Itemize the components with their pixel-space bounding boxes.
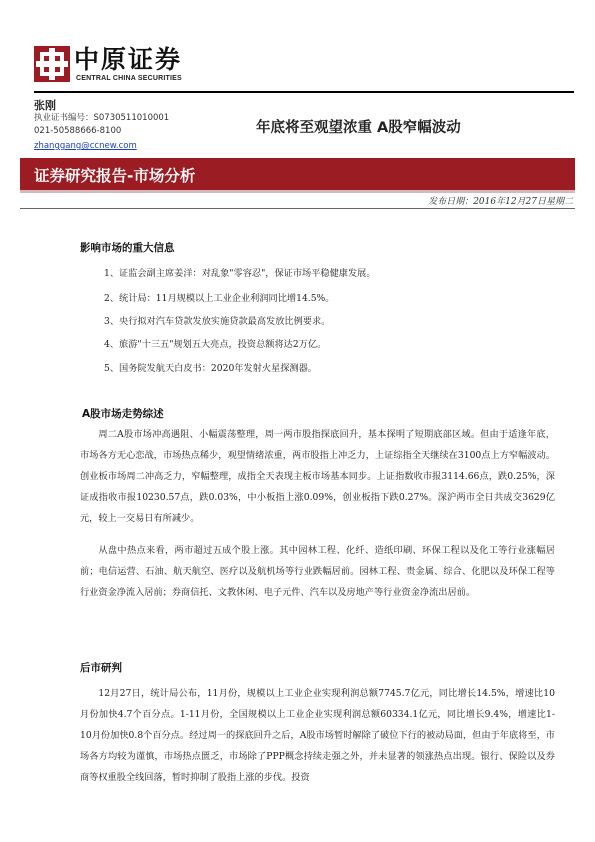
brand-name-cn: 中原证券 [74, 45, 183, 74]
news-item: 4、旅游"十三五"规划五大亮点，投资总额将达2万亿。 [104, 339, 327, 350]
news-item: 1、证监会副主席姜洋：对乱象"零容忍"，保证市场平稳健康发展。 [104, 268, 376, 279]
analyst-email-link[interactable]: zhanggang@ccnew.com [34, 141, 137, 151]
outlook-paragraph: 12月27日，统计局公布，11月份，规模以上工业企业实现利润总额7745.7亿元，同比增长14.5%，增速比10月份加快4.7个百分点。1-11月份，全国规模以上工业企业实现利润总额60334.1亿元，同比增长9.4%，增速比1-10月份加快0.8个百分点。经过周一的探底回升之后，A股市场暂时解除了破位下行的被动局面，但由于年底将至，市场各方均较为谨慎，市场热点匮乏，市场除了PPP概念持续走强之外，并未显著的领涨热点出现。银行、保险以及券商等权重股全线回落，暂时抑制了股指上涨的步伐。投资 [80, 688, 555, 783]
news-item: 5、国务院发航天白皮书：2020年发射火星探测器。 [104, 363, 317, 374]
brand-name-en: CENTRAL CHINA SECURITIES [76, 75, 182, 82]
banner-text: 证券研究报告-市场分析 [34, 167, 196, 185]
report-title: 年底将至观望浓重 A股窄幅波动 [256, 120, 461, 136]
date-divider [20, 208, 575, 209]
banner-shadow [20, 190, 575, 193]
analyst-phone: 021-50588666-8100 [34, 126, 122, 136]
market-paragraph: 从盘中热点来看，两市超过五成个股上涨。其中园林工程、化纤、造纸印刷、环保工程以及化工等行业涨幅居前；电信运营、石油、航天航空、医疗以及航机场等行业跌幅居前。园林工程、贵金属、综合、化肥以及环保工程等行业资金净流入居前；券商信托、文教休闲、电子元件、汽车以及房地产等行业资金净流出居前。 [80, 545, 555, 598]
news-heading: 影响市场的重大信息 [80, 242, 175, 254]
outlook-heading: 后市研判 [80, 662, 122, 674]
publish-date: 发布日期：2016年12月27日星期二 [428, 197, 573, 207]
analyst-cert: 执业证书编号：S0730511010001 [34, 113, 170, 123]
news-item: 2、统计局：11月规模以上工业企业利润同比增14.5%。 [104, 293, 335, 304]
report-type-banner [20, 158, 575, 190]
news-item: 3、央行拟对汽车贷款发放实施贷款最高发放比例要求。 [104, 316, 331, 327]
market-paragraph: 周二A股市场冲高遇阻、小幅震荡整理，周一两市股指探底回升，基本探明了短期底部区域。但由于适逢年底，市场各方无心恋战，市场热点稀少，观望情绪浓重，两市股指上冲乏力，上证综指全天继续在3100点上方窄幅波动。创业板市场周二冲高乏力，窄幅整理，成指全天表现主板市场基本同步。上证指数收市报3114.66点，跌0.25%，深证成指收市报10230.57点，跌0.03%，中小板指上涨0.09%，创业板指下跌0.27%。深沪两市全日共成交3629亿元，较上一交易日有所减少。 [80, 429, 555, 524]
header-divider [34, 91, 574, 93]
market-heading: A股市场走势综述 [82, 408, 164, 420]
analyst-name: 张刚 [34, 99, 56, 112]
company-logo-icon [34, 46, 70, 82]
